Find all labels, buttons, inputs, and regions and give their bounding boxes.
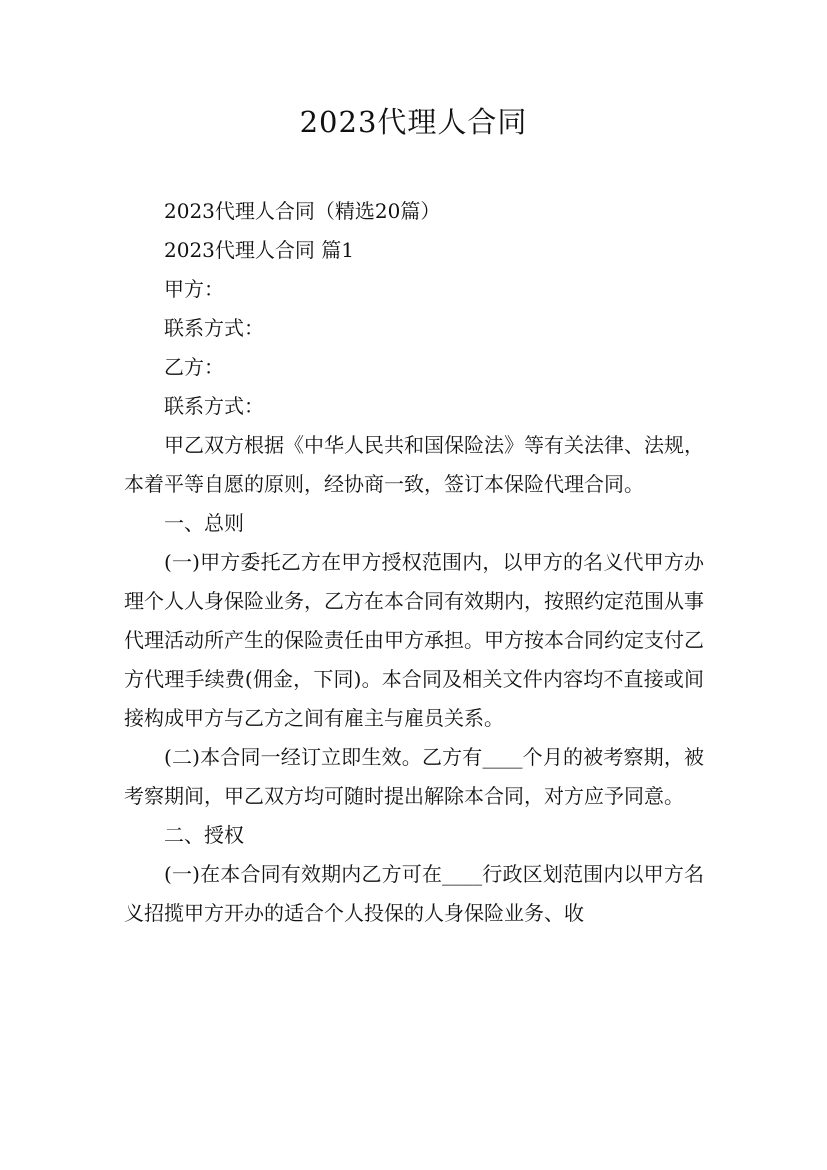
paragraph-party-a: 甲方： [164, 277, 224, 301]
paragraph-clause-1-2: (二)本合同一经订立即生效。乙方有____个月的被考察期，被考察期间，甲乙双方均可随时提出解除本合同，对方应予同意。 [124, 745, 704, 808]
document-title: 2023代理人合同 [299, 105, 528, 139]
paragraph-heading-general: 一、总则 [164, 511, 244, 535]
paragraph-heading-authorization: 二、授权 [164, 823, 244, 847]
paragraph-preamble: 甲乙双方根据《中华人民共和国保险法》等有关法律、法规，本着平等自愿的原则，经协商一致，签订本保险代理合同。 [124, 433, 704, 496]
paragraph-party-b-contact: 联系方式： [164, 394, 264, 418]
paragraph-clause-1-1: (一)甲方委托乙方在甲方授权范围内，以甲方的名义代甲方办理个人人身保险业务，乙方在本合同有效期内，按照约定范围从事代理活动所产生的保险责任由甲方承担。甲方按本合同约定支付乙方代理手续费(佣金，下同)。本合同及相关文件内容均不直接或间接构成甲方与乙方之间有雇主与雇员关系。 [124, 550, 704, 730]
paragraph-party-a-contact: 联系方式： [164, 316, 264, 340]
paragraph-party-b: 乙方： [164, 355, 224, 379]
document-body [124, 192, 704, 933]
paragraph-subtitle: 2023代理人合同（精选20篇） [164, 199, 441, 223]
paragraph-clause-2-1: (一)在本合同有效期内乙方可在____行政区划范围内以甲方名义招揽甲方开办的适合个人投保的人身保险业务、收 [124, 862, 704, 925]
paragraph-section-heading: 2023代理人合同 篇1 [164, 238, 354, 262]
